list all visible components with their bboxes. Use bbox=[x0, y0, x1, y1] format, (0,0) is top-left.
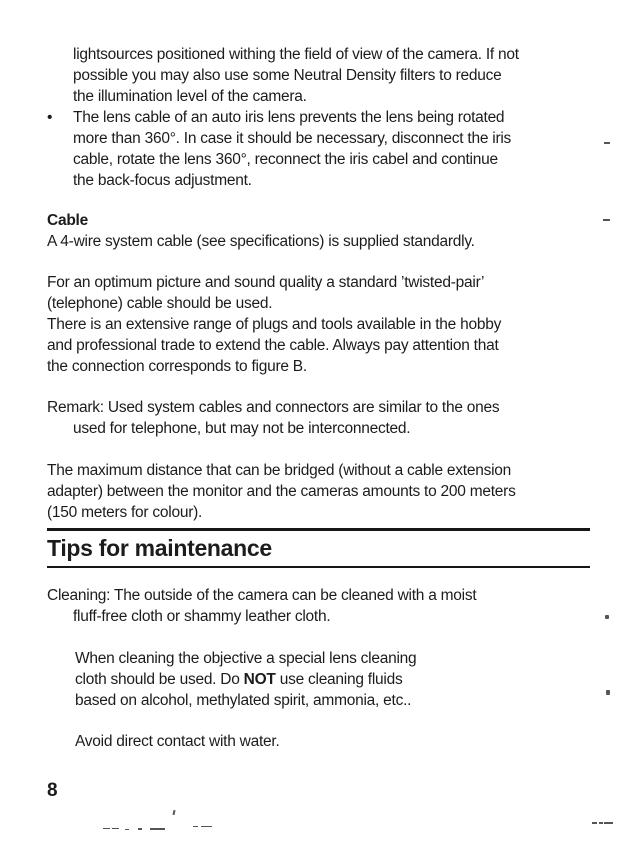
paragraph-line-segment: cloth should be used. Do bbox=[75, 671, 244, 688]
page-number: 8 bbox=[47, 780, 58, 801]
cleaning-paragraph bbox=[47, 585, 607, 627]
scan-artifact bbox=[138, 828, 142, 830]
paragraph-line: the connection corresponds to figure B. bbox=[47, 358, 307, 375]
bullet-item-text bbox=[73, 107, 511, 191]
scan-artifact bbox=[603, 219, 610, 221]
paragraph-line: adapter) between the monitor and the cameras amounts to 200 meters bbox=[47, 483, 516, 500]
paragraph-line: fluff-free cloth or shammy leather cloth. bbox=[73, 608, 331, 625]
scan-artifact bbox=[592, 822, 597, 824]
paragraph-line: the back-focus adjustment. bbox=[73, 172, 252, 189]
paragraph-line: (telephone) cable should be used. bbox=[47, 295, 273, 312]
remark-paragraph bbox=[47, 397, 607, 439]
max-distance-paragraph bbox=[47, 460, 607, 523]
bullet-list-item bbox=[47, 107, 607, 191]
scan-artifact bbox=[201, 826, 212, 827]
paragraph-line: and professional trade to extend the cable. Always pay attention that bbox=[47, 337, 499, 354]
water-warning-paragraph bbox=[75, 731, 607, 752]
maintenance-section-heading: Tips for maintenance bbox=[47, 528, 590, 568]
paragraph-line: more than 360°. In case it should be necessary, disconnect the iris bbox=[73, 130, 512, 147]
scan-artifact bbox=[125, 829, 129, 830]
scan-artifact bbox=[606, 690, 610, 695]
scan-artifact bbox=[604, 822, 613, 824]
paragraph-line: Avoid direct contact with water. bbox=[75, 733, 280, 750]
paragraph-line: cable, rotate the lens 360°, reconnect the iris cabel and continue bbox=[73, 151, 498, 168]
intro-paragraph-continued bbox=[73, 44, 607, 107]
cable-paragraph-2 bbox=[47, 272, 607, 377]
page-content bbox=[47, 44, 607, 801]
paragraph-line: lightsources positioned withing the field of view of the camera. If not bbox=[73, 46, 519, 63]
paragraph-line: used for telephone, but may not be interconnected. bbox=[73, 420, 411, 437]
cable-section-heading: Cable bbox=[47, 212, 88, 229]
paragraph-line: Remark: Used system cables and connectors are similar to the ones bbox=[47, 399, 500, 416]
paragraph-line: A 4-wire system cable (see specifications) is supplied standardly. bbox=[47, 233, 475, 250]
scan-artifact bbox=[599, 822, 603, 824]
paragraph-line: based on alcohol, methylated spirit, ammonia, etc.. bbox=[75, 692, 412, 709]
scan-artifact bbox=[605, 615, 609, 619]
scan-artifact bbox=[172, 810, 175, 815]
paragraph-line: possible you may also use some Neutral Density filters to reduce bbox=[73, 67, 502, 84]
bullet-icon: • bbox=[47, 109, 53, 126]
scan-artifact bbox=[604, 142, 610, 144]
paragraph-line: When cleaning the objective a special lens cleaning bbox=[75, 650, 417, 667]
scan-artifact bbox=[103, 828, 110, 829]
paragraph-line: For an optimum picture and sound quality a standard ’twisted-pair’ bbox=[47, 274, 485, 291]
paragraph-line-segment: use cleaning fluids bbox=[275, 671, 403, 688]
scan-artifact bbox=[150, 828, 165, 830]
paragraph-line: Cleaning: The outside of the camera can be cleaned with a moist bbox=[47, 587, 477, 604]
scan-artifact bbox=[112, 828, 119, 829]
cable-paragraph-1 bbox=[47, 231, 607, 252]
paragraph-line: the illumination level of the camera. bbox=[73, 88, 307, 105]
paragraph-line: There is an extensive range of plugs and tools available in the hobby bbox=[47, 316, 502, 333]
paragraph-line: The maximum distance that can be bridged (without a cable extension bbox=[47, 462, 512, 479]
paragraph-line: The lens cable of an auto iris lens prevents the lens being rotated bbox=[73, 109, 505, 126]
not-emphasis: NOT bbox=[243, 671, 276, 688]
paragraph-line: (150 meters for colour). bbox=[47, 504, 203, 521]
scan-artifact bbox=[193, 826, 198, 827]
paragraph-line bbox=[75, 669, 607, 690]
lens-cleaning-paragraph bbox=[75, 648, 607, 711]
